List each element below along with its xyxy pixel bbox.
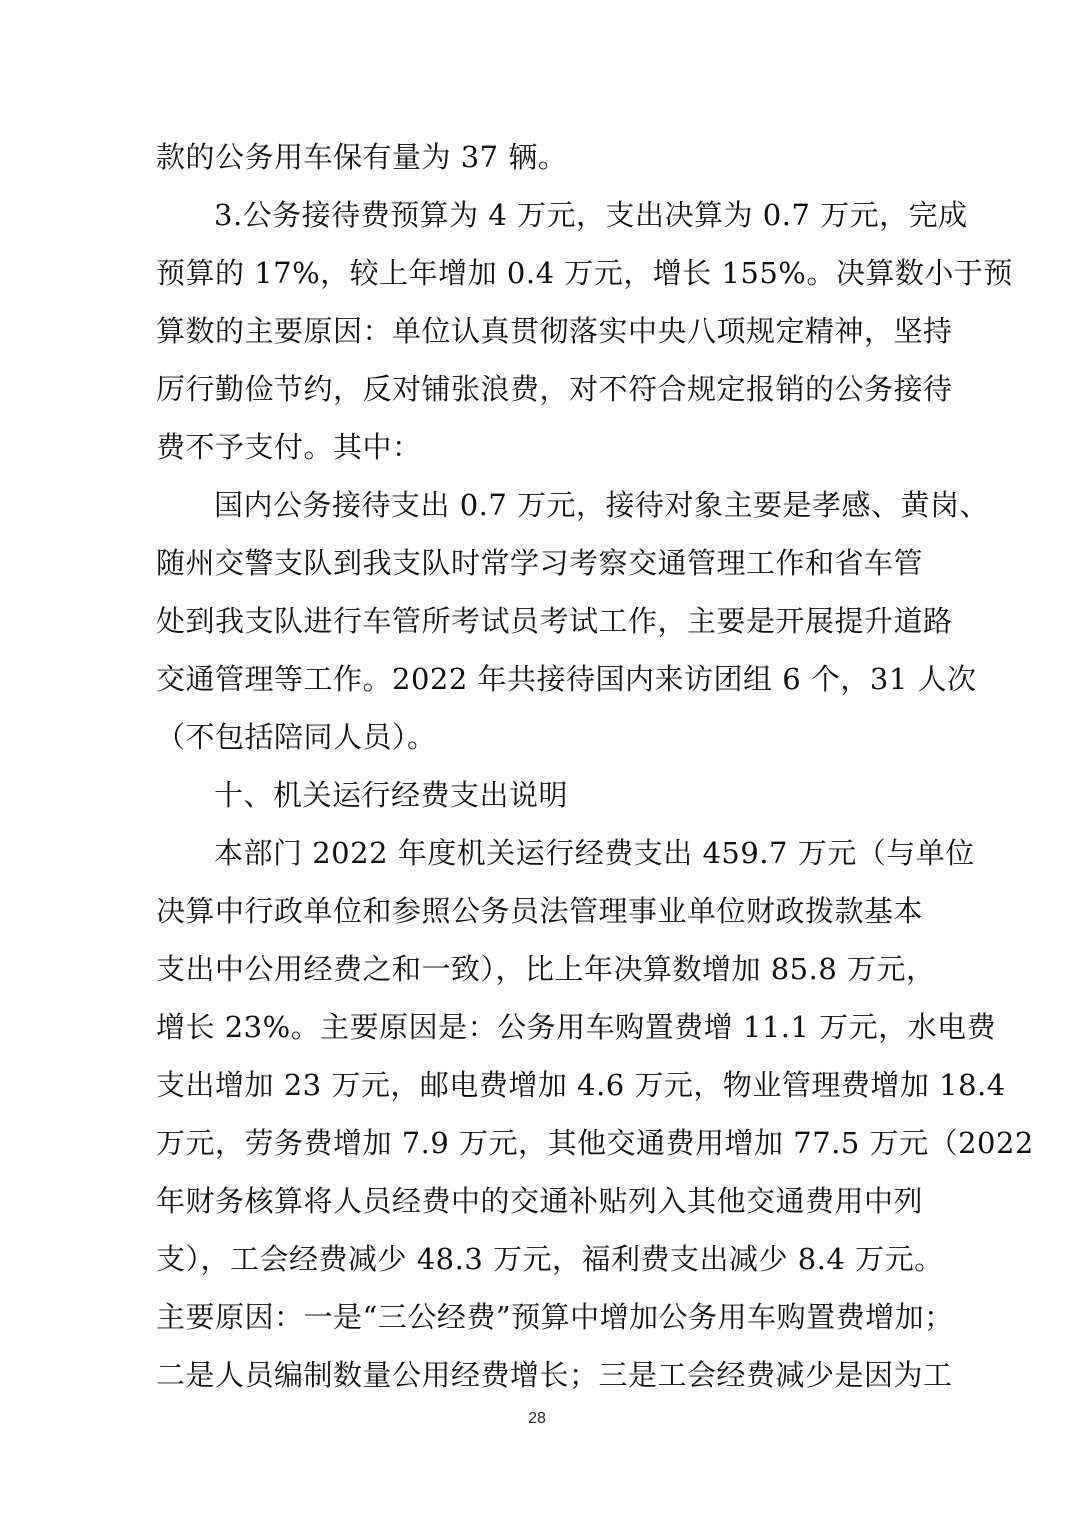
- text-line: 万元，劳务费增加 7.9 万元，其他交通费用增加 77.5 万元（2022: [156, 1126, 1034, 1160]
- text-line: 费不予支付。其中：: [156, 430, 422, 464]
- text-line: 本部门 2022 年度机关运行经费支出 459.7 万元（与单位: [214, 836, 975, 870]
- text-line: 处到我支队进行车管所考试员考试工作，主要是开展提升道路: [156, 604, 953, 638]
- text-line: 支出增加 23 万元，邮电费增加 4.6 万元，物业管理费增加 18.4: [156, 1068, 1006, 1102]
- text-line: 款的公务用车保有量为 37 辆。: [156, 140, 568, 174]
- text-line: 支出中公用经费之和一致），比上年决算数增加 85.8 万元，: [156, 952, 936, 986]
- text-line: 二是人员编制数量公用经费增长；三是工会经费减少是因为工: [156, 1358, 953, 1392]
- page-number: 28: [528, 1410, 546, 1427]
- text-line: 年财务核算将人员经费中的交通补贴列入其他交通费用中列: [156, 1184, 924, 1218]
- text-line: 交通管理等工作。2022 年共接待国内来访团组 6 个，31 人次: [156, 662, 977, 696]
- text-line: 决算中行政单位和参照公务员法管理事业单位财政拨款基本: [156, 894, 924, 928]
- section-heading: 十、机关运行经费支出说明: [214, 778, 569, 812]
- text-line: 增长 23%。主要原因是：公务用车购置费增 11.1 万元，水电费: [156, 1010, 997, 1044]
- text-line: 厉行勤俭节约，反对铺张浪费，对不符合规定报销的公务接待: [156, 372, 953, 406]
- text-line: 随州交警支队到我支队时常学习考察交通管理工作和省车管: [156, 546, 924, 580]
- text-line: 国内公务接待支出 0.7 万元，接待对象主要是孝感、黄岗、: [214, 488, 990, 522]
- text-line: （不包括陪同人员）。: [156, 720, 437, 754]
- text-line: 算数的主要原因：单位认真贯彻落实中央八项规定精神，坚持: [156, 314, 953, 348]
- text-line: 支），工会经费减少 48.3 万元，福利费支出减少 8.4 万元。: [156, 1242, 944, 1276]
- text-line: 3.公务接待费预算为 4 万元，支出决算为 0.7 万元，完成: [214, 198, 968, 232]
- text-line: 预算的 17%，较上年增加 0.4 万元，增长 155%。决算数小于预: [156, 256, 1013, 290]
- text-line: 主要原因：一是“三公经费”预算中增加公务用车购置费增加；: [156, 1300, 954, 1334]
